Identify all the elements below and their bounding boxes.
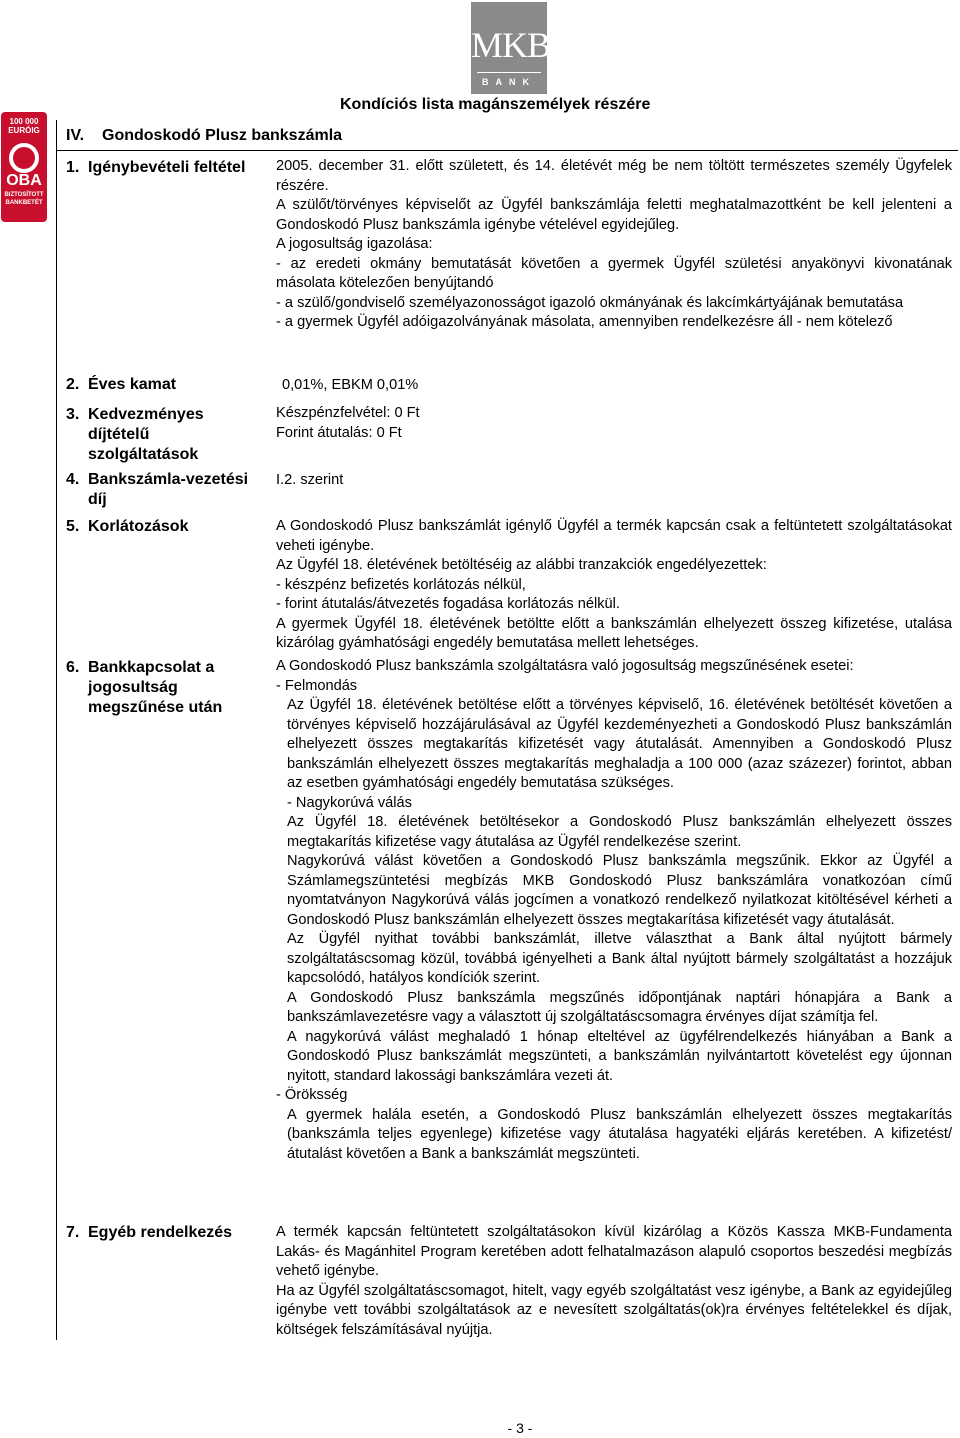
logo-divider	[477, 72, 541, 73]
row-content-7: A termék kapcsán feltüntetett szolgáltatásokon kívül kizárólag a Közös Kassza MKB-Fundamenta Lakás- és Magánhitel Program keretében adott felhatalmazáson alapuló csoportos beszedési megbízás vehető igénybe. Ha az Ügyfél szolgáltatáscsomagot, hitelt, vagy egyéb szolgáltatást vesz igénybe, a Bank az egyidejűleg igénybe vett további szolgáltatások az e nevesített szolgáltatás(ok)ra érvényes feltételekkel és díjak, költségek felszámításával nyújtja.	[276, 1224, 952, 1338]
vertical-rule	[56, 120, 57, 1340]
mkb-logo	[471, 2, 551, 94]
row-label-4: 4. Bankszámla-vezetési díj	[66, 471, 249, 508]
badge-name: OBA	[6, 172, 42, 189]
oba-badge	[1, 112, 47, 222]
row-label-2: 2. Éves kamat	[66, 376, 177, 393]
row-content-4: I.2. szerint	[276, 472, 344, 488]
section-heading	[66, 127, 342, 145]
row-label-1: 1. Igénybevételi feltétel	[66, 159, 246, 176]
row-label-3: 3. Kedvezményes díjtételű szolgáltatások	[66, 406, 204, 463]
section-number: IV.	[66, 127, 85, 144]
section-title: Gondoskodó Plusz bankszámla	[102, 127, 343, 144]
row-label-7: 7. Egyéb rendelkezés	[66, 1224, 233, 1241]
horizontal-rule	[56, 150, 958, 151]
badge-sub1: BIZTOSÍTOTT	[4, 192, 44, 198]
document-title: Kondíciós lista magánszemélyek részére	[340, 96, 651, 113]
badge-sub2: BANKBETÉT	[5, 200, 43, 206]
badge-amount: 100 000	[9, 117, 39, 126]
row-content-6: A Gondoskodó Plusz bankszámla szolgáltatásra való jogosultság megszűnésének esetei: - Felmondás Az Ügyfél 18. életévének betöltése előtt a törvényes képviselő, 16. életévének betöltését követően a törvényes képviselő hozzájárulásával az Ügyfél kezdeményezheti a Gondoskodó Plusz bankszámlán elhelyezett összes megtakarítás kifizetését vagy átutalását. Amennyiben a Gondoskodó Plusz bankszámlán elhelyezett összes megtakarítás meghaladja a 100 000 (azaz százezer) forintot, abban az esetben gyámhatósági engedély bemutatása szükséges. - Nagykorúvá válás Az Ügyfél 18. életévének betöltésekor a Gondoskodó Plusz bankszámlán elhelyezett összes megtakarítás kifizetése vagy átutalása az Ügyfél rendelkezése szerint. Nagykorúvá válást követően a Gondoskodó Plusz bankszámla megszűnik. Ekkor az Ügyfél a Számlamegszüntetési megbízás MKB Gondoskodó Plusz bankszámlára vonatkozóan című nyomtatványon Nagykorúvá válás jogcímen a vonatkozó rendelkező nyilatkozat kitöltésével kérheti a Gondoskodó Plusz bankszámlán elhelyezett összes megtakarítása kifizetését vagy átutalását. Az Ügyfél nyithat további bankszámlát, illetve választhat a Bank által nyújtott bármely szolgáltatáscsomag közül, továbbá igényelheti a Bank által nyújtott bármely szolgáltatást a hozzájuk kapcsolódó, hatályos kondíciók szerint. A Gondoskodó Plusz bankszámla megszűnés időpontjának naptári hónapjára a Bank a bankszámlavezetésre vagy a választott új szolgáltatáscsomagra érvényes díjat számítja fel. A nagykorúvá válást meghaladó 1 hónap elteltével az ügyfélrendelkezés hiányában a Bank a Gondoskodó Plusz bankszámlát megszünteti, a bankszámlán nyilvántartott követelést egy újonnan nyitott, standard lakossági bankszámlára vezeti át. - Öröksség A gyermek halála esetén, a Gondoskodó Plusz bankszámlán elhelyezett összes megtakarítás (bankszámla teljes egyenlege) kifizetése vagy átutalása hagyatéki eljárás keretében. A kifizetést/átutalást követően a Bank a bankszámlát megszünteti.	[276, 658, 952, 1162]
logo-sub: BANK	[482, 77, 536, 87]
row-content-2: 0,01%, EBKM 0,01%	[282, 377, 419, 393]
row-content-5: A Gondoskodó Plusz bankszámlát igénylő Ügyfél a termék kapcsán csak a feltüntetett szolgáltatásokat veheti igénybe. Az Ügyfél 18. életévének betöltéséig az alábbi tranzakciók engedélyezettek: - készpénz befizetés korlátozás nélkül, - forint átutalás/átvezetés fogadása korlátozás nélkül. A gyermek Ügyfél 18. életévének betöltte előtt a bankszámlán elhelyezett összeg kifizetése, utalása kizárólag gyámhatósági engedély bemutatása mellett lehetséges.	[276, 518, 952, 651]
logo-text: MKB	[471, 25, 551, 65]
row-label-5: 5. Korlátozások	[66, 518, 189, 535]
page-number: - 3 -	[507, 1420, 533, 1436]
row-content-1: 2005. december 31. előtt született, és 14. életévét még be nem töltött természetes személy Ügyfelek részére. A szülőt/törvényes képviselőt az Ügyfél bankszámlája feletti meghatalmazottként be kell jelenteni a Gondoskodó Plusz bankszámla igénybe vételével egyidejűleg. A jogosultság igazolása: - az eredeti okmány bemutatását követően a gyermek Ügyfél születési anyakönyvi kivonatának másolata kötelezően benyújtandó - a szülő/gondviselő személyazonosságot igazoló okmányának és lakcímkártyájának bemutatása - a gyermek Ügyfél adóigazolványának másolata, amennyiben rendelkezésre áll - nem kötelező	[276, 158, 952, 330]
badge-currency: EURÓIG	[8, 126, 40, 135]
row-content-3: Készpénzfelvétel: 0 Ft Forint átutalás: 0 Ft	[276, 405, 420, 441]
row-label-6: 6. Bankkapcsolat a jogosultság megszűnése után	[66, 659, 223, 716]
oba-ring-icon	[9, 143, 39, 173]
